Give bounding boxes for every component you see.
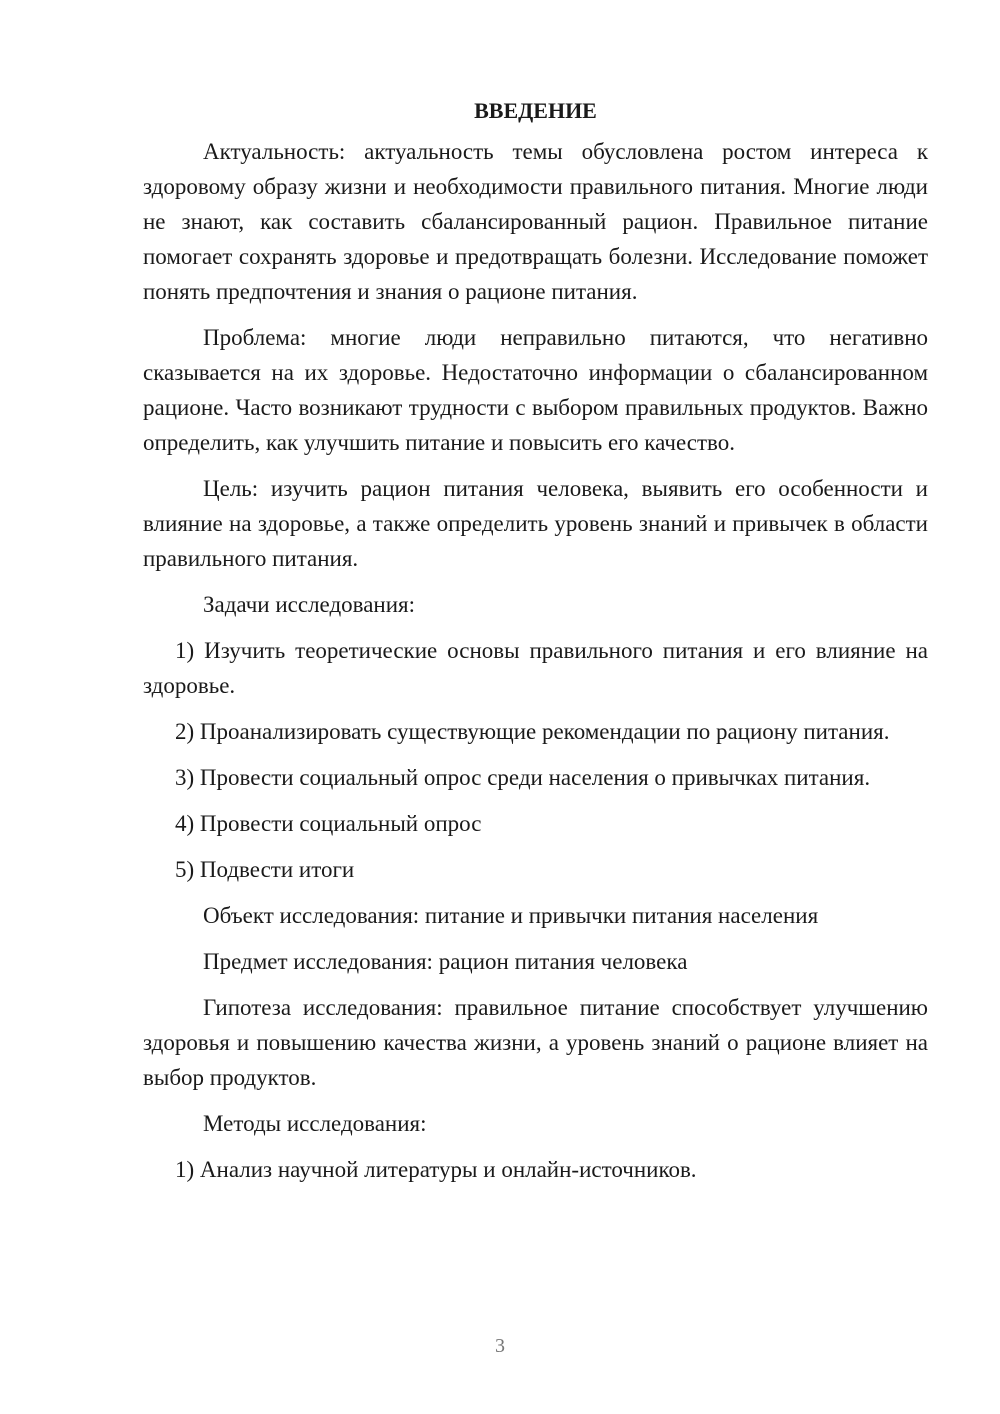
task-item: 1) Изучить теоретические основы правильного питания и его влияние на здоровье. <box>143 638 928 698</box>
hypothesis-paragraph: Гипотеза исследования: правильное питание способствует улучшению здоровья и повышению качества жизни, а уровень знаний о рационе влияет на выбор продуктов. <box>143 995 928 1090</box>
relevance-paragraph: Актуальность: актуальность темы обусловлена ростом интереса к здоровому образу жизни и необходимости правильного питания. Многие люди не знают, как составить сбалансированный рацион. Правильное питание помогает сохранять здоровье и предотвращать болезни. Исследование поможет понять предпочтения и знания о рационе питания. <box>143 139 928 304</box>
object-paragraph: Объект исследования: питание и привычки питания населения <box>203 903 819 928</box>
tasks-heading: Задачи исследования: <box>203 592 416 617</box>
page-number: 3 <box>495 1335 505 1357</box>
task-item: 2) Проанализировать существующие рекомендации по рациону питания. <box>175 719 890 744</box>
method-item: 1) Анализ научной литературы и онлайн-источников. <box>175 1157 697 1182</box>
problem-paragraph: Проблема: многие люди неправильно питаются, что негативно сказывается на их здоровье. Недостаточно информации о сбалансированном рационе. Часто возникают трудности с выбором правильных продуктов. Важно определить, как улучшить питание и повысить его качество. <box>143 325 928 455</box>
page-title: ВВЕДЕНИЕ <box>474 98 597 123</box>
task-item: 4) Провести социальный опрос <box>175 811 482 836</box>
task-item: 3) Провести социальный опрос среди населения о привычках питания. <box>175 765 871 790</box>
document-page <box>143 96 928 1198</box>
task-item: 5) Подвести итоги <box>175 857 355 882</box>
subject-paragraph: Предмет исследования: рацион питания человека <box>203 949 688 974</box>
goal-paragraph: Цель: изучить рацион питания человека, выявить его особенности и влияние на здоровье, а также определить уровень знаний и привычек в области правильного питания. <box>143 476 928 571</box>
methods-heading: Методы исследования: <box>203 1111 427 1136</box>
